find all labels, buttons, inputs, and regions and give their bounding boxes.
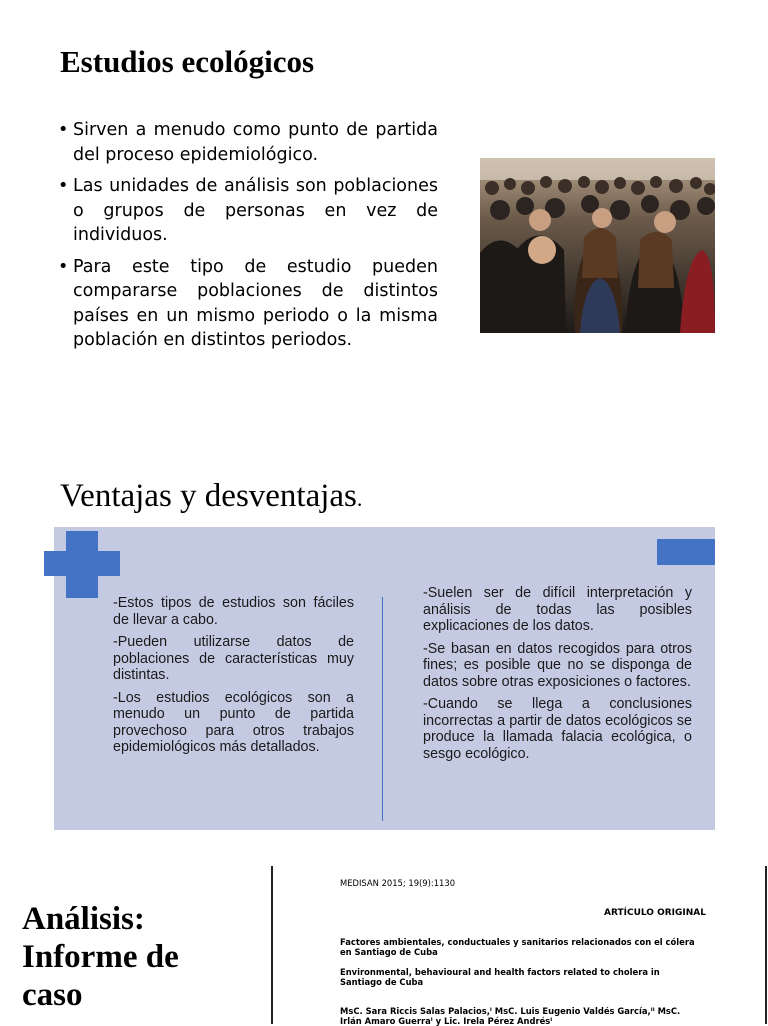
article-title-en: Environmental, behavioural and health factors related to cholera in Santiago de Cuba — [340, 967, 660, 987]
frame-line-left — [271, 866, 273, 1024]
article-authors: MsC. Sara Riccis Salas Palacios,ᴵ MsC. Luis Eugenio Valdés García,ᴵᴵ MsC. Irlán Amaro Guerraᴵ y Lic. Irela Pérez Andrésᴵ — [340, 1006, 681, 1026]
slide2-title: Ventajas y desventajas. — [60, 478, 363, 514]
column-divider — [382, 597, 383, 821]
advantage-item: -Pueden utilizarse datos de poblaciones de características muy distintas. — [113, 634, 354, 683]
advantage-item: -Los estudios ecológicos son a menudo un punto de partida provechoso para otros trabajos epidemiológicos más detallados. — [113, 689, 354, 755]
disadvantage-item: -Cuando se llega a conclusiones incorrectas a partir de datos ecológicos se produce la llamada falacia ecológica, o sesgo ecológico. — [423, 696, 692, 762]
list-item: • Sirven a menudo como punto de partida del proceso epidemiológico. — [58, 120, 438, 165]
journal-citation: MEDISAN 2015; 19(9):1130 — [340, 878, 456, 888]
bullet-icon: • — [58, 120, 69, 140]
decorative-rectangle — [657, 539, 715, 565]
slide1-title: Estudios ecológicos — [60, 44, 315, 79]
article-title-es: Factores ambientales, conductuales y sanitarios relacionados con el cólera en Santiago de Cuba — [340, 937, 695, 957]
disadvantages-column — [423, 585, 692, 768]
crowd-photo — [480, 158, 715, 333]
slide3-title: Análisis: Informe de caso — [22, 901, 179, 1013]
disadvantage-item: -Se basan en datos recogidos para otros fines; es posible que no se disponga de datos sobre otras exposiciones o factores. — [423, 640, 692, 690]
disadvantage-item: -Suelen ser de difícil interpretación y análisis de todas las posibles explicaciones de los datos. — [423, 585, 692, 634]
list-item: • Para este tipo de estudio pueden compararse poblaciones de distintos países en un mismo periodo o la misma población en distintos periodos. — [58, 256, 438, 350]
plus-shape-icon — [44, 531, 120, 598]
bullet-icon: • — [58, 256, 69, 277]
list-item: • Las unidades de análisis son poblaciones o grupos de personas en vez de individuos. — [58, 176, 438, 245]
article-type: ARTÍCULO ORIGINAL — [604, 908, 706, 918]
bullet-icon: • — [58, 176, 69, 196]
advantage-item: -Estos tipos de estudios son fáciles de llevar a cabo. — [113, 595, 354, 628]
frame-line-right — [765, 866, 767, 1024]
advantages-column — [113, 595, 354, 762]
slide1-bullet-list — [58, 118, 438, 360]
